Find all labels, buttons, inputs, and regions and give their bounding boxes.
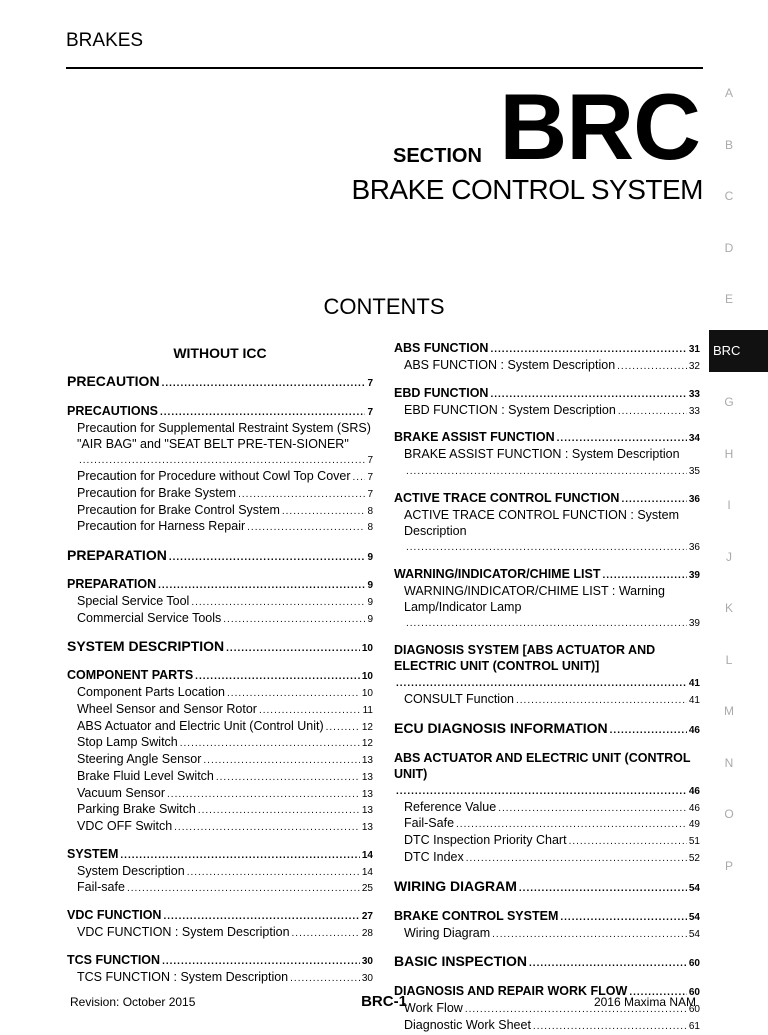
toc-leader-dots [557,429,687,447]
toc-entry[interactable] [67,503,373,520]
section-tab-j[interactable]: J [726,549,732,564]
toc-entry[interactable] [67,719,373,736]
toc-page-number: 54 [688,882,700,894]
toc-page-number: 32 [688,361,700,372]
toc-entry[interactable] [67,469,373,486]
toc-page-number: 36 [688,542,700,554]
toc-leader-dots [326,719,360,736]
toc-entry-title: Diagnostic Work Sheet [404,1017,531,1032]
toc-leader-dots [167,786,360,803]
toc-leader-dots [259,702,361,719]
toc-entry-title: PREPARATION [67,546,167,563]
toc-leader-dots [127,880,360,897]
toc-leader-dots [490,385,686,403]
toc-page-number: 46 [688,724,700,736]
toc-entry[interactable] [67,880,373,897]
toc-left-entries [67,372,373,986]
toc-group-heading: WITHOUT ICC [173,345,267,361]
section-code: BRC [499,74,700,179]
toc-entry-title: EBD FUNCTION : System Description [404,402,616,417]
toc-page-number: 13 [361,805,373,817]
toc-page-number: 46 [688,785,700,797]
toc-entry[interactable] [67,786,373,803]
toc-page-number: 7 [367,488,373,500]
toc-entry-title: Fail-safe [77,880,125,895]
toc-leader-dots [456,816,687,833]
toc-page-number: 61 [688,1020,700,1032]
toc-page-number: 9 [367,613,373,625]
toc-leader-dots [163,907,359,925]
toc-page-number: 12 [361,738,373,750]
toc-entry-title: Wheel Sensor and Sensor Rotor [77,702,257,717]
toc-entry[interactable] [67,421,373,469]
toc-leader-dots [226,637,360,658]
toc-entry[interactable] [394,340,700,358]
toc-entry[interactable] [67,372,373,393]
toc-leader-dots [406,615,687,632]
toc-entry[interactable] [394,952,700,973]
footer-model: 2016 Maxima NAM [593,995,696,1009]
toc-entry-title: System Description [77,863,185,878]
toc-entry-title: ABS ACTUATOR AND ELECTRIC UNIT (CONTROL UNIT) [394,750,691,781]
toc-entry[interactable] [67,576,373,594]
toc-leader-dots [191,594,365,611]
section-tab-h[interactable]: H [724,446,734,461]
toc-entry[interactable] [67,403,373,421]
toc-entry[interactable] [394,447,700,479]
toc-entry[interactable] [67,594,373,611]
toc-page-number: 7 [367,407,373,418]
toc-entry[interactable] [394,750,700,800]
section-tab-n[interactable]: N [724,755,734,770]
toc-leader-dots [406,463,687,480]
toc-leader-dots [227,685,360,702]
toc-leader-dots [466,850,687,867]
toc-leader-dots [353,469,366,486]
toc-entry-title: SYSTEM DESCRIPTION [67,638,225,655]
toc-entry[interactable] [67,952,373,970]
toc-leader-dots [162,372,366,393]
toc-leader-dots [602,566,686,584]
toc-leader-dots [533,1018,687,1035]
toc-entry-title: Precaution for Supplemental Restraint System (SRS) "AIR BAG" and "SEAT BELT PRE-TEN-SIONER" [77,421,371,451]
toc-entry[interactable] [67,970,373,987]
toc-entry[interactable] [67,752,373,769]
toc-right-column [394,340,700,1035]
toc-leader-dots [610,719,687,740]
toc-entry-title: VDC OFF Switch [77,818,173,833]
toc-entry[interactable] [67,702,373,719]
contents-title: CONTENTS [323,294,445,319]
toc-page-number: 54 [688,928,700,940]
toc-page-number: 9 [367,551,373,563]
toc-entry-title: PRECAUTIONS [67,404,158,418]
toc-entry-title: Special Service Tool [77,593,190,608]
footer-page-number: BRC-1 [361,993,407,1010]
footer-revision: Revision: October 2015 [70,995,196,1009]
toc-leader-dots [174,819,360,836]
toc-entry[interactable] [394,692,700,709]
toc-leader-dots [247,519,365,536]
toc-entry[interactable] [67,846,373,864]
toc-leader-dots [529,952,687,973]
toc-entry-title: Stop Lamp Switch [77,735,178,750]
section-label: SECTION [393,145,482,167]
toc-entry-title: WARNING/INDICATOR/CHIME LIST : Warning Lamp/Indicator Lamp [404,583,665,614]
toc-leader-dots [617,358,687,375]
toc-entry[interactable] [394,566,700,584]
toc-leader-dots [396,782,687,800]
toc-page-number: 7 [367,378,373,389]
section-tab-g[interactable]: G [724,395,734,409]
toc-entry-title: Wiring Diagram [404,925,491,940]
toc-leader-dots [180,735,360,752]
toc-entry-title: TCS FUNCTION : System Description [77,969,289,984]
toc-page-number: 30 [361,955,373,967]
toc-entry-title: ABS FUNCTION [394,341,489,355]
section-tab-p[interactable]: P [724,858,733,873]
toc-entry[interactable] [394,490,700,508]
toc-right-entries [394,340,700,1035]
toc-entry[interactable] [67,735,373,752]
toc-leader-dots [490,340,686,358]
toc-entry[interactable] [394,816,700,833]
toc-page-number: 60 [688,958,700,970]
toc-entry[interactable] [394,877,700,898]
toc-leader-dots [292,925,360,942]
toc-entry[interactable] [394,642,700,692]
toc-entry-title: Brake Fluid Level Switch [77,768,214,783]
toc-entry[interactable] [394,358,700,375]
toc-entry[interactable] [67,802,373,819]
section-title: BRAKE CONTROL SYSTEM [351,174,703,205]
section-tab-k[interactable]: K [724,601,733,615]
toc-entry-title: ABS Actuator and Electric Unit (Control Unit) [77,718,324,733]
toc-leader-dots [498,800,687,817]
toc-entry-title: SYSTEM [67,846,119,861]
toc-entry[interactable] [67,864,373,881]
toc-entry-title: Component Parts Location [77,685,226,700]
toc-entry[interactable] [394,800,700,817]
toc-leader-dots [120,846,359,864]
toc-leader-dots [195,667,360,685]
toc-entry-title: WARNING/INDICATOR/CHIME LIST [394,566,601,581]
toc-page-number: 60 [688,1004,700,1016]
toc-leader-dots [79,452,365,469]
toc-leader-dots [203,752,359,769]
toc-page-number: 10 [361,643,373,655]
toc-page-number: 33 [688,405,700,417]
toc-entry-title: BRAKE CONTROL SYSTEM [394,908,559,923]
toc-page-number: 8 [367,522,373,534]
toc-entry[interactable] [67,819,373,836]
toc-page-number: 41 [688,678,700,690]
toc-entry[interactable] [394,833,700,850]
toc-entry-title: CONSULT Function [404,692,514,707]
toc-page-number: 7 [367,472,373,484]
toc-entry-title: Work Flow [404,1001,463,1016]
toc-page-number: 14 [361,849,373,861]
toc-entry[interactable] [67,519,373,536]
toc-leader-dots [223,611,365,628]
toc-page-number: 51 [688,836,700,848]
toc-page-number: 14 [361,866,373,878]
toc-page-number: 60 [688,987,700,999]
toc-entry-title: ACTIVE TRACE CONTROL FUNCTION [394,490,620,505]
toc-page-number: 13 [361,771,373,783]
toc-page-number: 13 [361,755,373,767]
toc-page-number: 27 [361,911,373,923]
section-tab-o[interactable]: O [724,807,734,821]
section-tab-l[interactable]: L [725,652,733,667]
toc-page-number: 7 [367,455,373,467]
toc-page-number: 10 [361,688,373,700]
section-tab-brc[interactable]: BRC [709,330,768,372]
chapter-title: BRAKES [66,30,144,51]
toc-entry-title: EBD FUNCTION [394,385,489,400]
toc-entry-title: BRAKE ASSIST FUNCTION [394,430,555,445]
toc-page-number: 9 [367,596,373,608]
toc-entry[interactable] [394,508,700,556]
toc-entry[interactable] [394,403,700,420]
toc-entry-title: BASIC INSPECTION [394,953,528,970]
toc-leader-dots [396,674,687,692]
toc-page-number: 36 [688,493,700,505]
toc-entry-title: Fail-Safe [404,816,455,831]
toc-entry-title: DTC Inspection Priority Chart [404,833,567,848]
toc-entry[interactable] [67,925,373,942]
toc-page-number: 10 [361,671,373,683]
toc-entry[interactable] [394,850,700,867]
toc-entry[interactable] [394,719,700,740]
toc-page-number: 39 [688,569,700,581]
toc-entry-title: ACTIVE TRACE CONTROL FUNCTION : System Description [404,507,680,538]
toc-leader-dots [516,692,687,709]
toc-entry-title: COMPONENT PARTS [67,668,194,683]
toc-page-number: 11 [362,705,373,717]
toc-entry-title: DIAGNOSIS SYSTEM [ABS ACTUATOR AND ELECTRIC UNIT (CONTROL UNIT)] [394,643,656,674]
toc-page-number: 9 [367,579,373,591]
toc-entry[interactable] [394,926,700,943]
toc-entry[interactable] [67,907,373,925]
toc-leader-dots [569,833,687,850]
toc-leader-dots [238,486,365,503]
toc-leader-dots [160,403,365,421]
toc-entry-title: Reference Value [404,799,497,814]
toc-entry-title: Precaution for Brake Control System [77,502,280,517]
toc-leader-dots [618,403,687,420]
toc-entry[interactable] [67,637,373,658]
toc-entry[interactable] [67,685,373,702]
toc-entry-title: Precaution for Procedure without Cowl Top Cover [77,469,351,484]
section-tab-b[interactable]: B [724,137,733,152]
toc-page-number: 13 [361,821,373,833]
toc-leader-dots [621,490,686,508]
section-tab-d[interactable]: D [724,240,734,255]
toc-page-number: 28 [361,928,373,940]
toc-page-number: 13 [361,788,373,800]
toc-entry[interactable] [67,486,373,503]
toc-page-number: 33 [688,388,700,400]
toc-entry-title: PREPARATION [67,576,157,591]
toc-page-number: 25 [361,883,373,895]
toc-entry-title: Vacuum Sensor [77,785,166,800]
toc-entry-title: ABS FUNCTION : System Description [404,358,616,372]
toc-entry[interactable] [67,769,373,786]
section-tab-i[interactable]: I [727,498,731,512]
toc-entry-title: PRECAUTION [67,373,160,389]
toc-entry[interactable] [394,584,700,632]
toc-page-number: 49 [688,819,700,831]
toc-page-number: 52 [688,852,700,864]
section-tab-c[interactable]: C [724,189,734,203]
toc-page-number: 31 [688,344,700,355]
toc-entry[interactable] [394,385,700,403]
toc-leader-dots [290,970,360,987]
toc-leader-dots [492,926,687,943]
toc-entry[interactable] [67,546,373,567]
toc-entry-title: Commercial Service Tools [77,610,222,625]
toc-entry[interactable] [394,429,700,447]
toc-page-number: 41 [688,695,700,707]
toc-entry-title: Parking Brake Switch [77,802,196,817]
toc-entry-title: ECU DIAGNOSIS INFORMATION [394,719,608,736]
toc-leader-dots [519,877,687,898]
toc-leader-dots [169,546,366,567]
section-tab-e[interactable]: E [724,292,733,306]
toc-page-number: 54 [688,911,700,923]
toc-entry-title: VDC FUNCTION : System Description [77,925,290,940]
toc-page-number: 8 [367,505,373,517]
toc-entry-title: BRAKE ASSIST FUNCTION : System Description [404,447,680,462]
toc-page-number: 34 [688,433,700,445]
toc-page-number: 35 [688,466,700,478]
toc-entry[interactable] [67,611,373,628]
toc-entry-title: DTC Index [404,849,464,864]
toc-entry[interactable] [67,667,373,685]
toc-leader-dots [560,908,687,926]
section-tab-m[interactable]: M [724,704,734,718]
toc-page-number: 39 [688,618,700,630]
toc-leader-dots [216,769,360,786]
toc-leader-dots [187,864,360,881]
section-tab-a[interactable]: A [724,86,733,100]
header-rule [66,67,703,69]
toc-left-column [67,340,373,986]
toc-entry[interactable] [394,1018,700,1035]
toc-entry-title: VDC FUNCTION [67,908,162,923]
toc-leader-dots [198,802,360,819]
toc-entry-title: WIRING DIAGRAM [394,877,517,894]
toc-entry-title: Precaution for Harness Repair [77,519,246,534]
toc-entry-title: DIAGNOSIS AND REPAIR WORK FLOW [394,984,628,999]
toc-page-number: 30 [361,972,373,984]
toc-page-number: 12 [361,721,373,733]
toc-leader-dots [162,952,360,970]
toc-leader-dots [282,503,366,520]
toc-entry-title: Precaution for Brake System [77,485,237,500]
toc-entry-title: Steering Angle Sensor [77,752,202,767]
toc-page-number: 46 [688,802,700,814]
toc-leader-dots [406,539,687,556]
toc-entry-title: TCS FUNCTION [67,952,161,967]
toc-leader-dots [158,576,365,594]
toc-entry[interactable] [394,908,700,926]
